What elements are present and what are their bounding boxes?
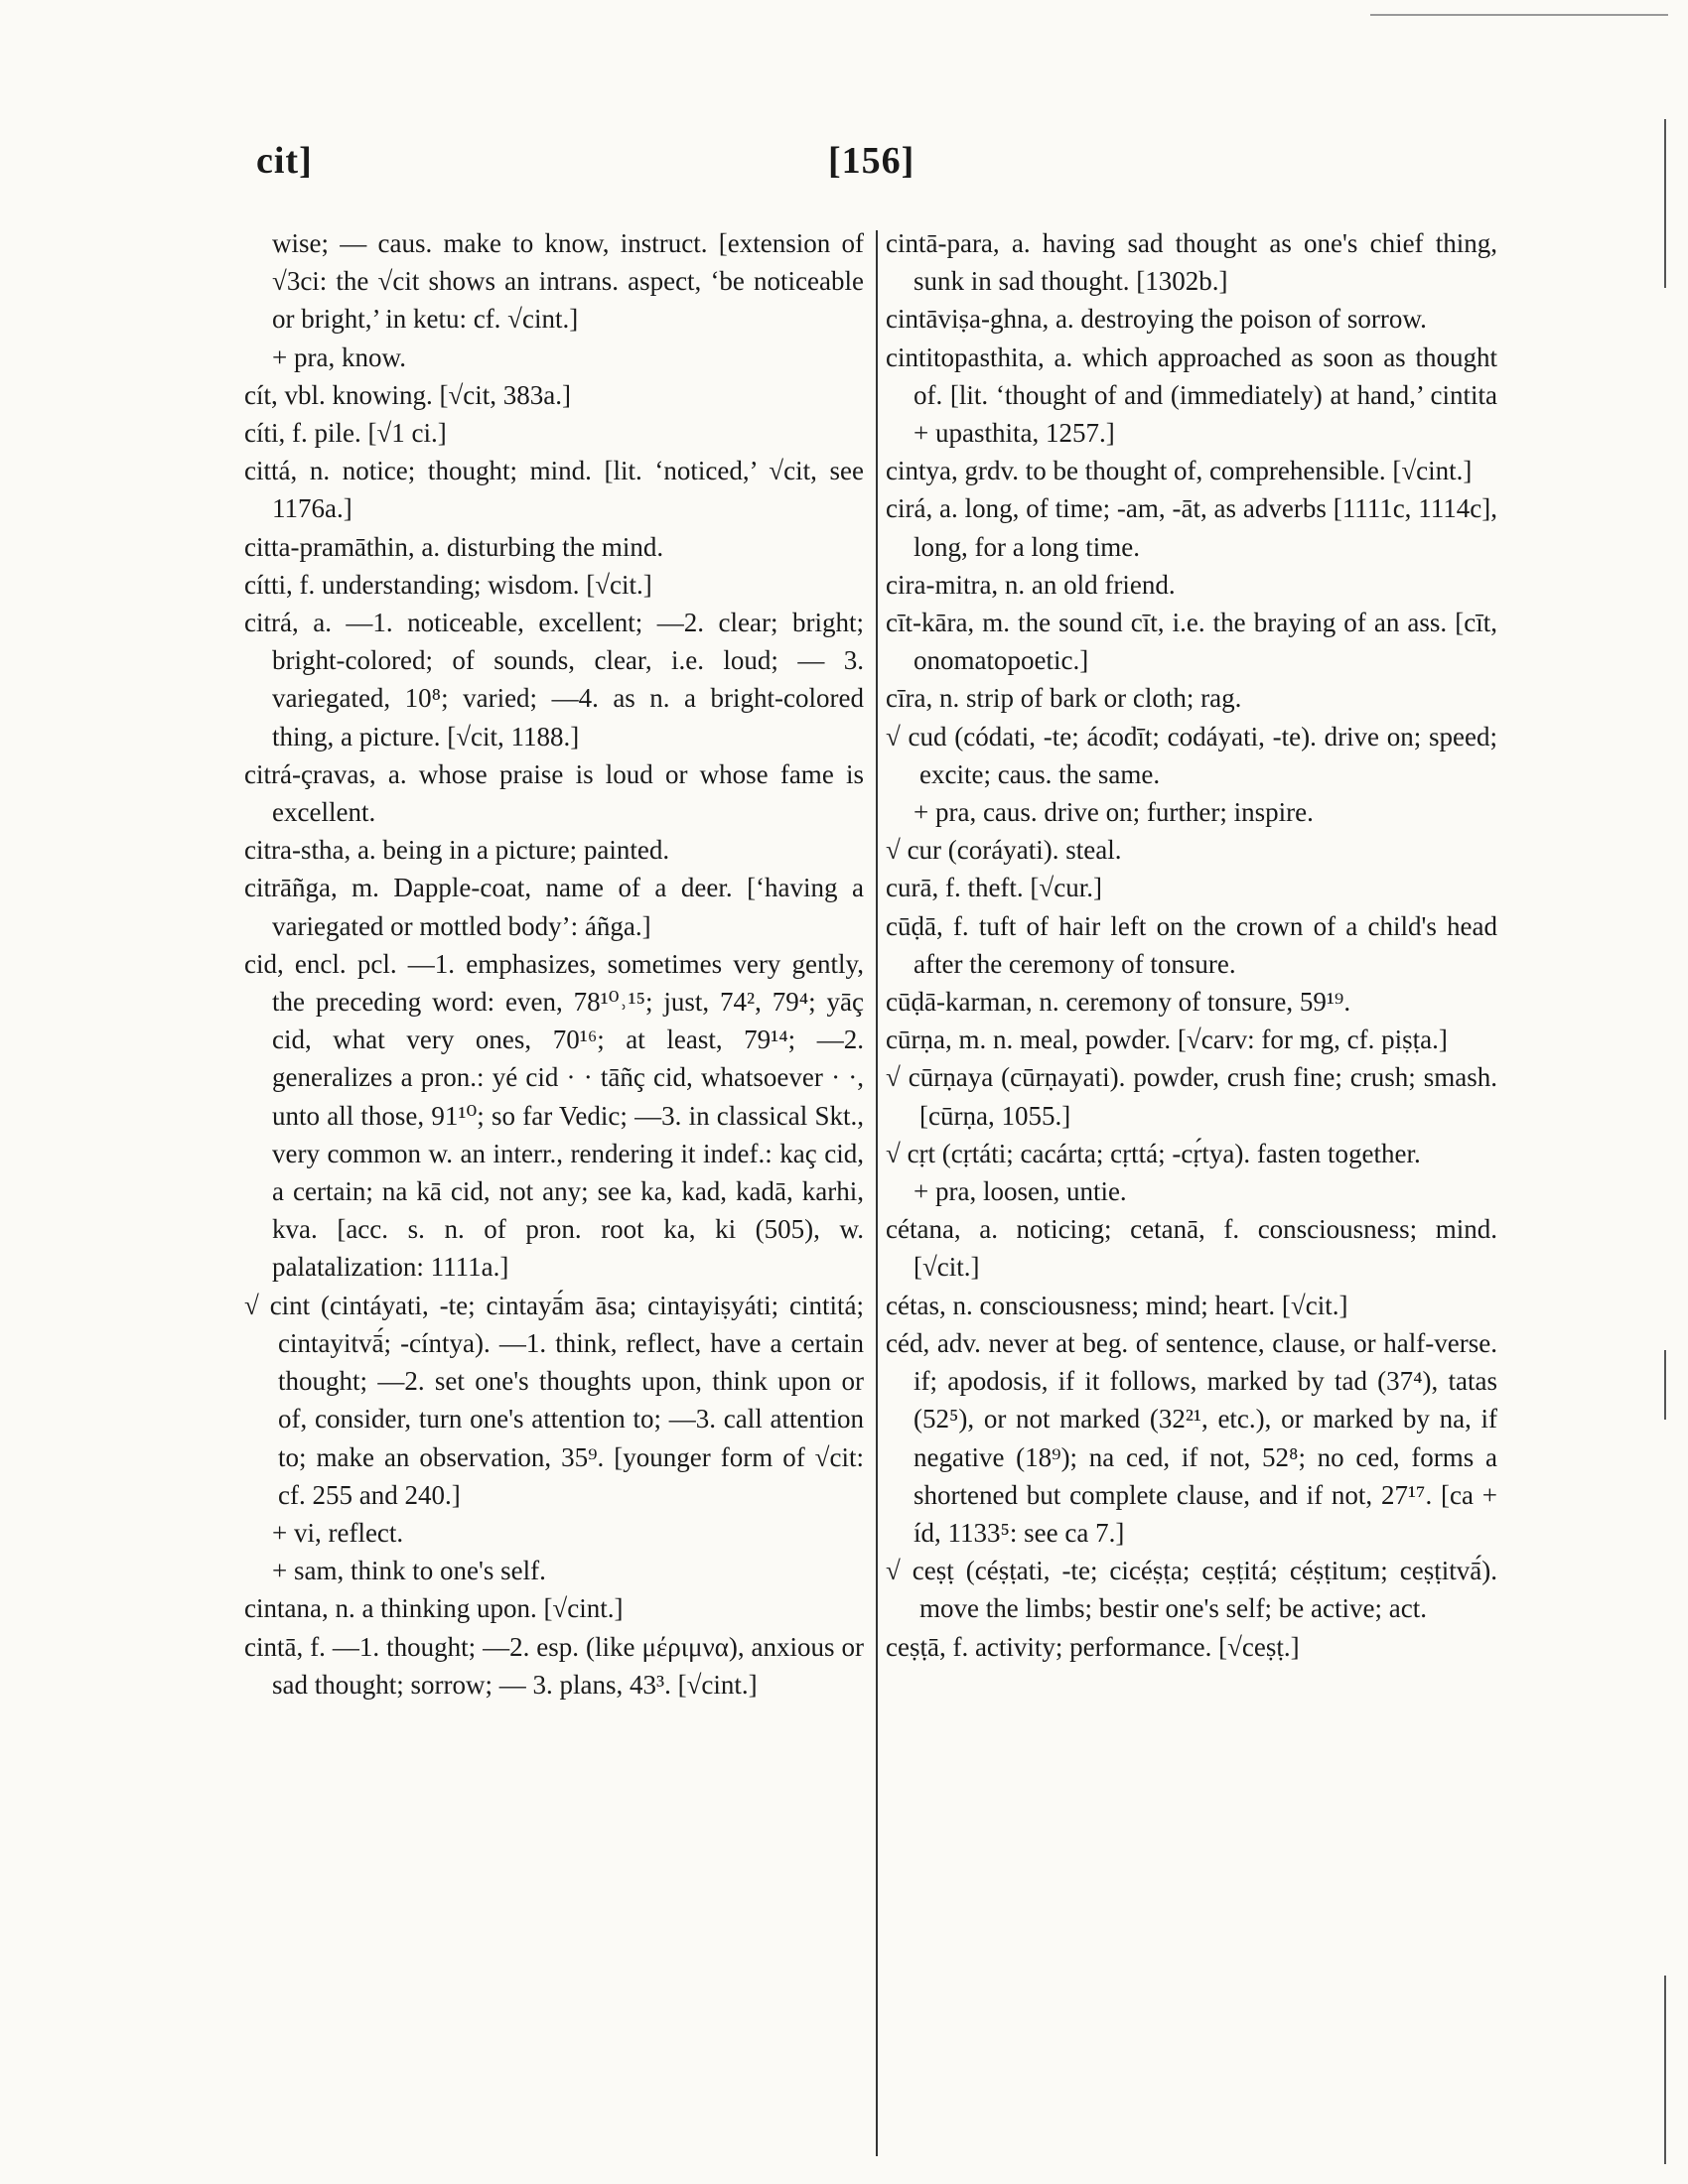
dictionary-entry: céd, adv. never at beg. of sentence, clause, or half-verse. if; apodosis, if it follows, marked by tad (37⁴), tatas (52⁵), or not marked (32²¹, etc.), or marked by na, if negative (18⁹); na ced, if not, 52⁸; no ced, forms a shortened but complete clause, and if not, 27¹⁷. [ca + íd, 1133⁵: see ca 7.]	[886, 1327, 1497, 1548]
sub-entry: + pra, know.	[272, 341, 406, 372]
dictionary-entry: cīt-kāra, m. the sound cīt, i.e. the braying of an ass. [cīt, onomatopoetic.]	[886, 608, 1497, 676]
page-edge-mark	[1664, 1350, 1666, 1420]
root-entry: √ ceṣṭ (céṣṭati, -te; cicéṣṭa; ceṣṭitá; céṣṭitum; ceṣṭitvā́). move the limbs; bestir one's self; be active; act.	[886, 1556, 1497, 1624]
dictionary-entry: citta-pramāthin, a. disturbing the mind.	[244, 531, 664, 562]
dictionary-entry: curā, f. theft. [√cur.]	[886, 873, 1102, 903]
left-column	[244, 224, 864, 1704]
dictionary-entry: cintā-para, a. having sad thought as one's chief thing, sunk in sad thought. [1302b.]	[886, 228, 1497, 297]
right-column	[886, 224, 1497, 1666]
dictionary-entry: cintana, n. a thinking upon. [√cint.]	[244, 1593, 624, 1624]
dictionary-entry: cid, encl. pcl. —1. emphasizes, sometimes very gently, the preceding word: even, 78¹⁰˒¹⁵; just, 74², 79⁴; yāç cid, what very ones, 70¹⁶; at least, 79¹⁴; —2. generalizes a pron.: yé cid · · tāñç cid, whatsoever · ·, unto all those, 91¹⁰; so far Vedic; —3. in classical Skt., very common w. an interr., rendering it indef.: kaç cid, a certain; na kā cid, not any; see ka, kad, kadā, karhi, kva. [acc. s. n. of pron. root ka, ki (505), w. palatalization: 1111a.]	[244, 948, 864, 1283]
root-entry: √ cūrṇaya (cūrṇayati). powder, crush fine; crush; smash. [cūrṇa, 1055.]	[886, 1062, 1497, 1131]
dictionary-entry: cirá, a. long, of time; -am, -āt, as adverbs [1111c, 1114c], long, for a long time.	[886, 493, 1497, 562]
running-head: cit]	[256, 140, 313, 182]
dictionary-entry: cūḍā-karman, n. ceremony of tonsure, 59¹⁹.	[886, 987, 1351, 1018]
root-entry: √ cṛt (cṛtáti; cacárta; cṛttá; -cṛ́tya). fasten together.	[886, 1138, 1421, 1168]
dictionary-entry: cétas, n. consciousness; mind; heart. [√cit.]	[886, 1290, 1348, 1320]
page-edge-mark	[1664, 1976, 1666, 2164]
dictionary-entry: citrá, a. —1. noticeable, excellent; —2. clear; bright; bright-colored; of sounds, clear, i.e. loud; — 3. variegated, 10⁸; varied; —4. as n. a bright-colored thing, a picture. [√cit, 1188.]	[244, 608, 864, 751]
dictionary-entry: cintāviṣa-ghna, a. destroying the poison of sorrow.	[886, 304, 1427, 335]
dictionary-entry: cétana, a. noticing; cetanā, f. consciousness; mind. [√cit.]	[886, 1214, 1497, 1283]
dictionary-entry: citrá-çravas, a. whose praise is loud or whose fame is excellent.	[244, 758, 864, 828]
root-entry: √ cud (códati, -te; ácodīt; codáyati, -te). drive on; speed; excite; caus. the same.	[886, 721, 1497, 789]
sub-entry: + sam, think to one's self.	[272, 1556, 546, 1586]
dictionary-entry: cintitopasthita, a. which approached as soon as thought of. [lit. ‘thought of and (immediately) at hand,’ cintita + upasthita, 1257.]	[886, 341, 1497, 449]
dictionary-entry: cítti, f. understanding; wisdom. [√cit.]	[244, 569, 652, 600]
dictionary-entry: cít, vbl. knowing. [√cit, 383a.]	[244, 379, 572, 410]
root-entry: √ cint (cintáyati, -te; cintayā́m āsa; cintayiṣyáti; cintitá; cintayitvā́; -cíntya). —1. think, reflect, have a certain thought; —2. set one's thoughts upon, think upon or of, consider, turn one's attention to; —3. call attention to; make an observation, 35⁹. [younger form of √cit: cf. 255 and 240.]	[244, 1290, 864, 1510]
dictionary-entry: ceṣṭā, f. activity; performance. [√ceṣṭ.]	[886, 1631, 1300, 1662]
sub-entry: + vi, reflect.	[272, 1517, 404, 1548]
sub-entry: + pra, caus. drive on; further; inspire.	[914, 797, 1314, 828]
entry-continuation: wise; — caus. make to know, instruct. [extension of √3ci: the √cit shows an intrans. aspect, ‘be noticeable or bright,’ in ketu: cf. √cint.]	[272, 228, 864, 335]
column-divider	[876, 230, 878, 2156]
dictionary-entry: cira-mitra, n. an old friend.	[886, 569, 1176, 600]
dictionary-entry: cīra, n. strip of bark or cloth; rag.	[886, 683, 1242, 714]
sub-entry: + pra, loosen, untie.	[914, 1176, 1127, 1207]
page-number: [156]	[828, 140, 915, 182]
dictionary-entry: cittá, n. notice; thought; mind. [lit. ‘noticed,’ √cit, see 1176a.]	[244, 456, 864, 524]
dictionary-entry: cintā, f. —1. thought; —2. esp. (like μέριμνα), anxious or sad thought; sorrow; — 3. plans, 43³. [√cint.]	[244, 1631, 864, 1700]
page-edge-mark	[1664, 119, 1666, 288]
dictionary-entry: cūrṇa, m. n. meal, powder. [√carv: for mg, cf. piṣṭa.]	[886, 1024, 1448, 1055]
root-entry: √ cur (coráyati). steal.	[886, 835, 1122, 866]
dictionary-entry: citrāñga, m. Dapple-coat, name of a deer. [‘having a variegated or mottled body’: áñga.]	[244, 873, 864, 941]
dictionary-entry: cintya, grdv. to be thought of, comprehensible. [√cint.]	[886, 456, 1473, 486]
dictionary-entry: citra-stha, a. being in a picture; painted.	[244, 835, 670, 866]
dictionary-entry: cūḍā, f. tuft of hair left on the crown of a child's head after the ceremony of tonsure.	[886, 910, 1497, 979]
dictionary-entry: cíti, f. pile. [√1 ci.]	[244, 418, 447, 449]
top-rule	[1370, 14, 1668, 16]
